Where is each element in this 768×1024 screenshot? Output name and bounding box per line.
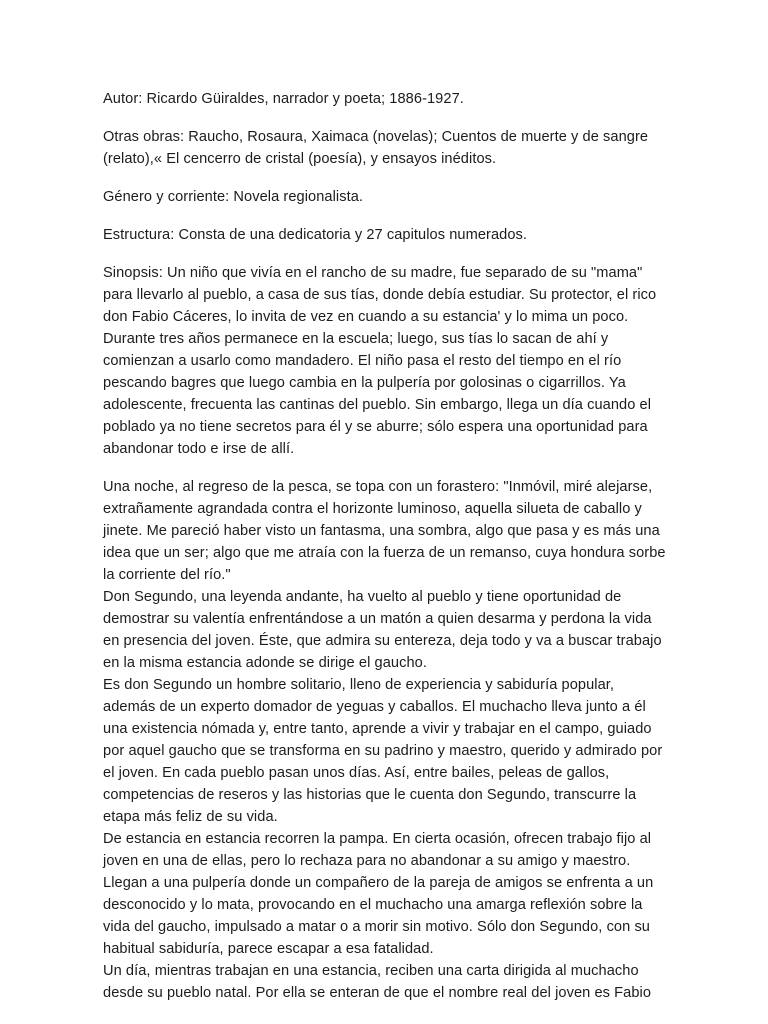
text-line: (relato),« El cencerro de cristal (poesía), y ensayos inéditos.	[103, 151, 497, 167]
text-line: De estancia en estancia recorren la pampa. En cierta ocasión, ofrecen trabajo fijo al	[103, 831, 652, 847]
text-line: etapa más feliz de su vida.	[103, 809, 278, 825]
text-line: poblado ya no tiene secretos para él y se aburre; sólo espera una oportunidad para	[103, 419, 648, 435]
text-line: desconocido y lo mata, provocando en el muchacho una amarga reflexión sobre la	[103, 897, 643, 913]
text-line: Llegan a una pulpería donde un compañero de la pareja de amigos se enfrenta a un	[103, 875, 654, 891]
encounter-block	[103, 476, 669, 586]
text-line: don Fabio Cáceres, lo invita de vez en cuando a su estancia' y lo mima un poco.	[103, 309, 629, 325]
text-line: adolescente, frecuenta las cantinas del pueblo. Sin embargo, llega un día cuando el	[103, 397, 652, 413]
text-line: Sinopsis: Un niño que vivía en el rancho de su madre, fue separado de su "mama"	[103, 265, 643, 281]
text-line: Un día, mientras trabajan en una estancia, reciben una carta dirigida al muchacho	[103, 963, 639, 979]
text-line: extrañamente agrandada contra el horizonte luminoso, aquella silueta de caballo y	[103, 501, 642, 517]
text-line: demostrar su valentía enfrentándose a un matón a quien desarma y perdona la vida	[103, 611, 652, 627]
text-line: joven en una de ellas, pero lo rechaza para no abandonar a su amigo y maestro.	[103, 853, 631, 869]
text-line: vida del gaucho, impulsado a matar o a morir sin motivo. Sólo don Segundo, con su	[103, 919, 651, 935]
text-line: el joven. En cada pueblo pasan unos días. Así, entre bailes, peleas de gallos,	[103, 765, 610, 781]
text-line: Autor: Ricardo Güiraldes, narrador y poeta; 1886-1927.	[103, 91, 464, 107]
text-line: Género y corriente: Novela regionalista.	[103, 189, 364, 205]
text-line: una existencia nómada y, entre tanto, aprende a vivir y trabajar en el campo, guiado	[103, 721, 652, 737]
text-line: Una noche, al regreso de la pesca, se topa con un forastero: "Inmóvil, miré alejarse,	[103, 479, 653, 495]
letter-block	[103, 960, 669, 1004]
text-line: por aquel gaucho que se transforma en su padrino y maestro, querido y admirado por	[103, 743, 663, 759]
mentorship-block	[103, 674, 669, 828]
text-line: además de un experto domador de yeguas y caballos. El muchacho lleva junto a él	[103, 699, 646, 715]
synopsis-block	[103, 262, 669, 460]
text-line: Durante tres años permanece en la escuela; luego, sus tías lo sacan de ahí y	[103, 331, 609, 347]
text-line: pescando bagres que luego cambia en la pulpería por golosinas o cigarrillos. Ya	[103, 375, 626, 391]
text-line: Don Segundo, una leyenda andante, ha vuelto al pueblo y tiene oportunidad de	[103, 589, 622, 605]
text-line: comienzan a usarlo como mandadero. El niño pasa el resto del tiempo en el río	[103, 353, 622, 369]
text-line: en la misma estancia adonde se dirige el gaucho.	[103, 655, 427, 671]
genre-block	[103, 186, 669, 208]
structure-block	[103, 224, 669, 246]
text-line: competencias de reseros y las historias que le cuenta don Segundo, transcurre la	[103, 787, 637, 803]
text-line: idea que un ser; algo que me atraía con la fuerza de un remanso, cuya hondura sorbe	[103, 545, 666, 561]
text-line: desde su pueblo natal. Por ella se enteran de que el nombre real del joven es Fabio	[103, 985, 652, 1001]
document-text-body	[103, 88, 669, 1004]
text-line: para llevarlo al pueblo, a casa de sus tías, donde debía estudiar. Su protector, el rico	[103, 287, 657, 303]
text-line: abandonar todo e irse de allí.	[103, 441, 295, 457]
text-line: Es don Segundo un hombre solitario, lleno de experiencia y sabiduría popular,	[103, 677, 615, 693]
text-line: en presencia del joven. Éste, que admira su entereza, deja todo y va a buscar trabajo	[103, 633, 662, 649]
text-line: Otras obras: Raucho, Rosaura, Xaimaca (novelas); Cuentos de muerte y de sangre	[103, 129, 649, 145]
text-line: Estructura: Consta de una dedicatoria y 27 capitulos numerados.	[103, 227, 528, 243]
text-line: la corriente del río."	[103, 567, 231, 583]
pampa-travels-block	[103, 828, 669, 960]
text-line: habitual sabiduría, parece escapar a esa fatalidad.	[103, 941, 434, 957]
author-block	[103, 88, 669, 110]
text-line: jinete. Me pareció haber visto un fantasma, una sombra, algo que pasa y es más una	[103, 523, 660, 539]
don-segundo-legend-block	[103, 586, 669, 674]
other-works-block	[103, 126, 669, 170]
